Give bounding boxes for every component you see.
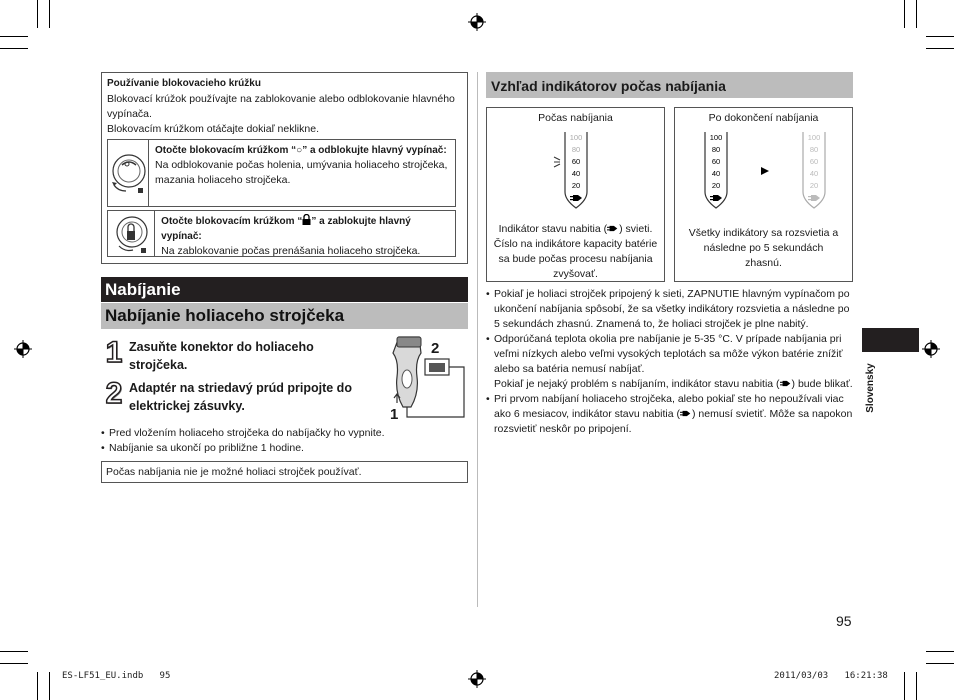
level-60: 60	[571, 157, 581, 166]
unlock-text: Na odblokovanie počas holenia, umývania holiaceho strojčeka, mazania holiaceho strojčeka.	[155, 159, 448, 186]
step-text: Adaptér na striedavý prúd pripojte do elektrickej zásuvky.	[129, 381, 352, 413]
plug-icon	[570, 194, 584, 202]
crop-mark	[916, 672, 917, 700]
level-list-full	[706, 132, 726, 192]
registration-mark-icon	[922, 340, 940, 358]
language-label-text: Slovensky	[864, 363, 876, 413]
list-item	[486, 332, 854, 392]
footer-datetime: 2011/03/03 16:21:38	[774, 671, 888, 681]
after-charging-caption: Po dokončení nabíjania	[708, 112, 819, 124]
list-item: • Pokiaľ je holiaci strojček pripojený k sieti, ZAPNUTIE hlavným vypínačom po ukončení nabíjania spôsobí, že sa všetky indikátory rozsvietia a následne po 5 sekundách zhasnú. Znamená to, že holiaci strojček je plne nabitý.	[486, 287, 854, 332]
page-number: 95	[836, 613, 852, 629]
desc-part: ) svieti. Číslo na indikátore kapacity batérie sa bude počas procesu nabíjania zvyšovať.	[493, 223, 658, 280]
during-charging-box	[486, 107, 665, 282]
registration-mark-icon	[468, 13, 486, 31]
unlock-ring-illustration	[108, 140, 149, 206]
indicator-bullets	[486, 287, 854, 437]
level-40: 40	[711, 169, 721, 178]
list-item	[486, 392, 854, 437]
crop-mark	[0, 36, 28, 37]
lock-ring-illustration	[108, 211, 155, 256]
level-80: 80	[809, 145, 819, 154]
level-100: 100	[709, 133, 723, 142]
plug-icon	[680, 410, 692, 417]
section-subtitle: Nabíjanie holiaceho strojčeka	[101, 303, 468, 329]
step-text: Zasuňte konektor do holiaceho strojčeka.	[129, 340, 314, 372]
crop-mark	[926, 48, 954, 49]
crop-mark	[904, 0, 905, 28]
plug-icon	[607, 225, 619, 232]
unlock-box	[107, 139, 456, 207]
bullet-text: ) bude blikať.	[791, 378, 853, 390]
crop-mark	[0, 651, 28, 652]
level-list	[567, 132, 585, 192]
level-60: 60	[809, 157, 819, 166]
during-charging-text	[491, 222, 660, 282]
during-charging-caption: Počas nabíjania	[538, 112, 613, 124]
crop-mark	[0, 48, 28, 49]
plug-icon	[780, 380, 792, 387]
level-60: 60	[711, 157, 721, 166]
step-1	[101, 338, 381, 374]
crop-mark	[49, 0, 50, 28]
lock-ring-text: Blokovacím krúžkom otáčajte dokiaľ neklikne.	[107, 122, 319, 135]
level-list-off	[804, 132, 824, 192]
unlock-title: Otočte blokovacím krúžkom “○” a odblokujte hlavný vypínač:	[155, 145, 447, 156]
bullet-text: Odporúčaná teplota okolia pre nabíjanie je 5-35 °C. V prípade nabíjania pri veľmi nízkych alebo veľmi vysokých teplotách sa môže výkon batérie znížiť alebo sa batéria nemusí nabíjať.	[494, 333, 843, 375]
level-80: 80	[711, 145, 721, 154]
crop-mark	[926, 651, 954, 652]
list-item: • Nabíjanie sa ukončí po približne 1 hodine.	[101, 441, 468, 456]
lock-ring-text: Blokovací krúžok používajte na zablokovanie alebo odblokovanie hlavného vypínača.	[107, 92, 455, 120]
crop-mark	[926, 36, 954, 37]
registration-mark-icon	[468, 670, 486, 688]
lock-ring-icon	[111, 212, 151, 256]
section-title: Nabíjanie	[101, 277, 468, 302]
desc-part: Indikátor stavu nabitia (	[498, 223, 608, 235]
lock-title	[161, 216, 411, 242]
after-charging-box	[674, 107, 853, 282]
charging-note: Počas nabíjania nie je možné holiaci strojček používať.	[101, 461, 468, 483]
indicator-section-title: Vzhľad indikátorov počas nabíjania	[486, 72, 853, 98]
language-tab	[862, 328, 919, 352]
lock-text: Na zablokovanie počas prenášania holiaceho strojčeka.	[161, 245, 421, 257]
level-100: 100	[807, 133, 821, 142]
step-number: 1	[105, 336, 123, 369]
figure-label-1: 1	[390, 406, 399, 423]
figure-label-2: 2	[431, 340, 440, 357]
level-20: 20	[809, 181, 819, 190]
crop-mark	[926, 663, 954, 664]
list-item: • Pred vložením holiaceho strojčeka do nabíjačky ho vypnite.	[101, 426, 468, 441]
crop-mark	[49, 672, 50, 700]
lock-title-part: ” a zablokujte hlavný vypínač:	[161, 216, 411, 242]
after-charging-text: Všetky indikátory sa rozsvietia a následne po 5 sekundách zhasnú.	[688, 227, 839, 269]
level-80: 80	[571, 145, 581, 154]
level-rays-icon	[553, 156, 563, 168]
registration-mark-icon	[14, 340, 32, 358]
level-100: 100	[569, 133, 583, 142]
arrow-right-icon	[760, 166, 770, 176]
column-divider	[477, 72, 478, 607]
crop-mark	[904, 672, 905, 700]
level-40: 40	[809, 169, 819, 178]
lock-ring-box	[101, 72, 468, 264]
charging-bullets	[101, 426, 468, 456]
lock-title-part: Otočte blokovacím krúžkom “	[161, 216, 303, 227]
plug-icon	[808, 194, 822, 202]
padlock-icon	[302, 214, 311, 225]
level-20: 20	[571, 181, 581, 190]
crop-mark	[0, 663, 28, 664]
level-20: 20	[711, 181, 721, 190]
plug-icon	[710, 194, 724, 202]
lock-box	[107, 210, 456, 257]
crop-mark	[37, 672, 38, 700]
language-label	[862, 358, 880, 418]
level-40: 40	[571, 169, 581, 178]
crop-mark	[37, 0, 38, 28]
bullet-text: Pri prvom nabíjaní holiaceho strojčeka, alebo pokiaľ ste ho nepoužívali viac ako 6 mesiacov, indikátor stavu nabitia (	[494, 393, 844, 420]
step-2	[101, 379, 381, 415]
crop-mark	[916, 0, 917, 28]
bullet-text: Pokiaľ je nejaký problém s nabíjaním, indikátor stavu nabitia (	[494, 378, 780, 390]
bullet-text: ) nemusí svietiť. Môže sa napokon rozsvietiť neskôr po pripojení.	[494, 408, 853, 435]
footer-file: ES-LF51_EU.indb 95	[62, 671, 171, 681]
step-number: 2	[105, 377, 123, 410]
unlock-ring-icon	[108, 149, 148, 197]
lock-ring-title: Používanie blokovacieho krúžku	[107, 78, 261, 89]
